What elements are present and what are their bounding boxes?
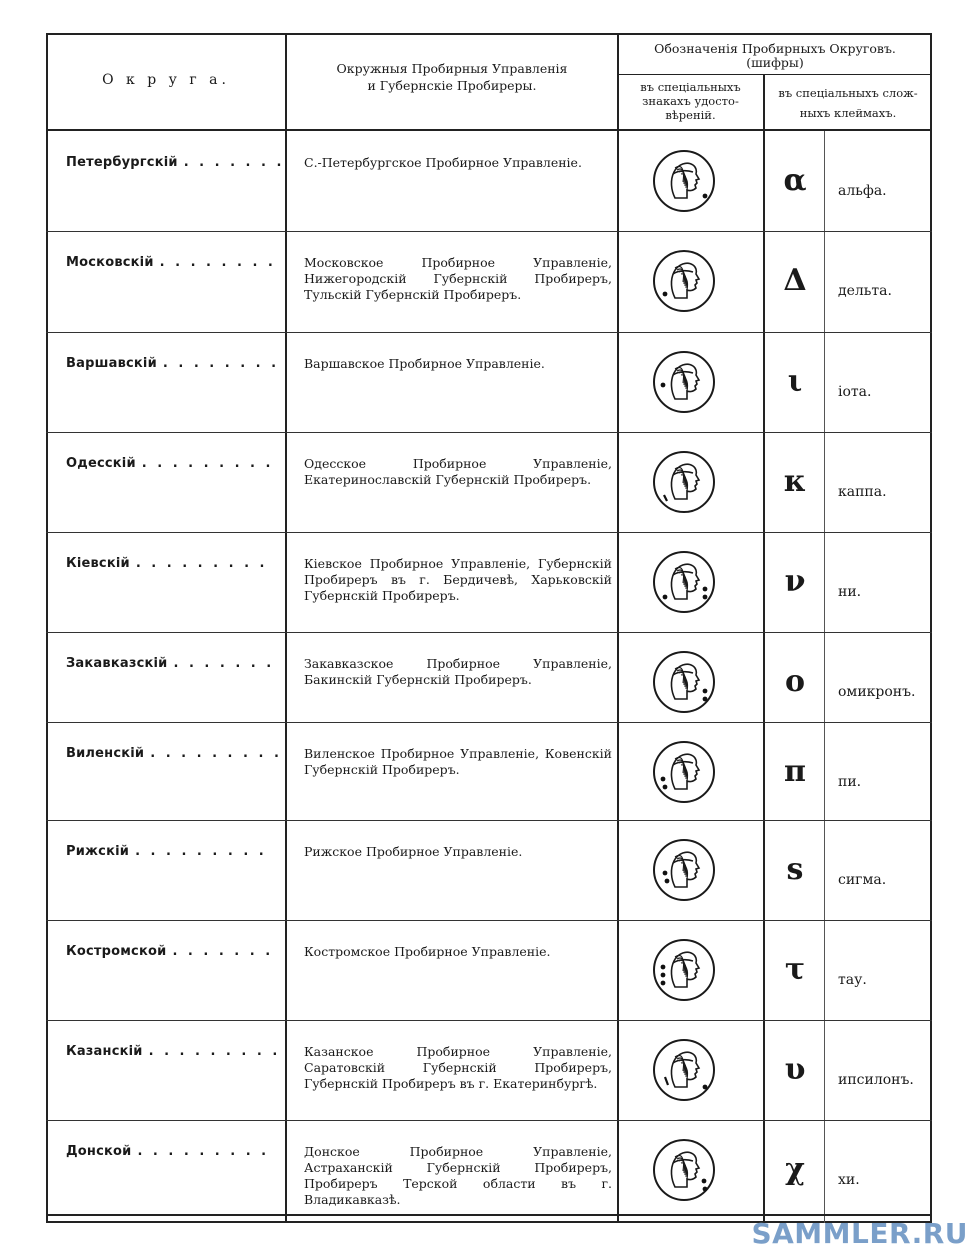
okrug-dots: . . . . . . . . . [135,556,268,571]
greek-symbol: ι [787,364,803,399]
col-divider-4 [824,130,825,1223]
row-divider [46,1020,932,1021]
header-sub-kleima-line2: ныхъ клеймахъ. [799,106,897,120]
upravlenie-text: Закавказское Пробирное Управленіе, Бакинскій Губернскій Пробиреръ. [304,656,612,687]
stamp-mark [663,595,668,600]
assay-stamp [653,839,715,901]
header-sub-kleima [765,86,931,120]
stamp-mark [661,973,666,978]
okrug-name [66,1044,280,1059]
okrug-name [66,155,284,170]
okrug-dots: . . . . . . . . . [150,746,282,761]
assay-stamp [653,1139,715,1201]
stamp-head-icon [655,252,713,310]
stamp-mark [703,587,708,592]
stamp-head-icon [655,1041,713,1099]
stamp-mark [703,1187,708,1192]
greek-name: дельта. [838,283,892,299]
stamp-mark [661,777,666,782]
okrug-label: Костромской [66,944,167,959]
okrug-name [66,746,282,761]
stamp-head-icon [655,353,713,411]
greek-name: ипсилонъ. [838,1072,914,1088]
stamp-mark [702,1179,707,1184]
greek-symbol: ν [784,564,806,599]
okrug-name [66,844,267,859]
okrug-label: Рижскій [66,844,130,859]
greek-symbol: κ [783,464,807,499]
okrug-label: Московскій [66,255,154,270]
stamp-mark [703,697,708,702]
row-divider [46,1120,932,1121]
upravlenie-text: Костромское Пробирное Управленіе. [304,944,551,959]
greek-name: сигма. [838,872,887,888]
okrug-label: Виленскій [66,746,145,761]
greek-symbol: π [784,754,806,789]
header-oboznacheniya-line2: (шифры) [746,55,804,70]
row-divider [46,432,932,433]
okrug-label: Казанскій [66,1044,143,1059]
header-okruga: О к р у г а. [102,72,230,88]
greek-name: ни. [838,584,862,600]
greek-symbol: Δ [783,263,807,298]
header-upravleniya-line1: Окружныя Пробирныя Управленія [336,61,568,76]
okrug-label: Кіевскій [66,556,130,571]
upravlenie-text: С.-Петербургское Пробирное Управленіе. [304,155,582,170]
header-subline [617,74,932,75]
greek-symbol: υ [784,1052,806,1087]
header-sub-znaki-line1: въ спеціальныхъ [640,80,741,94]
greek-symbol: ο [784,664,805,699]
okrug-dots: . . . . . . . [173,656,275,671]
table-bottom-line [46,1214,932,1216]
greek-name: хи. [838,1172,860,1188]
greek-name: омикронъ. [838,684,916,700]
stamp-head-icon [655,152,713,210]
row-divider [46,532,932,533]
header-oboznacheniya-line1: Обозначенія Пробирныхъ Округовъ. [654,41,896,56]
okrug-label: Варшавскій [66,356,157,371]
upravlenie-text: Варшавское Пробирное Управленіе. [304,356,545,371]
greek-name: каппа. [838,484,887,500]
row-divider [46,820,932,821]
greek-name: тау. [838,972,867,988]
col-divider-2 [617,33,619,1223]
stamp-mark [703,689,708,694]
stamp-mark [663,785,668,790]
upravlenie-text: Кіевское Пробирное Управленіе, Губернскій Пробиреръ въ г. Бердичевѣ, Харьковскій Губернскій Пробиреръ. [304,556,612,603]
assay-stamp [653,1039,715,1101]
col-divider-3 [763,74,765,1223]
stamp-head-icon [655,553,713,611]
assay-stamp [653,551,715,613]
okrug-dots: . . . . . . . [183,155,285,170]
okrug-name [66,1144,269,1159]
upravlenie-text: Виленское Пробирное Управленіе, Ковенскій Губернскій Пробиреръ. [304,746,612,777]
okrug-name [66,556,267,571]
stamp-head-icon [655,941,713,999]
okrug-name [66,656,274,671]
stamp-head-icon [655,453,713,511]
okrug-label: Одесскій [66,456,136,471]
stamp-mark [665,879,670,884]
greek-name: пи. [838,774,862,790]
okrug-label: Донской [66,1144,132,1159]
stamp-mark [661,383,666,388]
header-bottom-line [46,129,932,131]
header-sub-znaki-line2: знакахъ удосто- [642,94,739,108]
upravlenie-text: Московское Пробирное Управленіе, Нижегородскій Губернскій Пробиреръ, Тульскій Губернскій Пробиреръ. [304,255,612,302]
okrug-dots: . . . . . . . . . [135,844,267,859]
okrug-label: Закавказскій [66,656,168,671]
row-divider [46,920,932,921]
greek-symbol: χ [785,1152,805,1187]
stamp-mark [663,871,668,876]
okrug-name [66,356,279,371]
assay-stamp [653,351,715,413]
row-divider [46,231,932,232]
upravlenie-text: Казанское Пробирное Управленіе, Саратовскій Губернскій Пробиреръ, Губернскій Пробиреръ въ г. Екатеринбургѣ. [304,1044,612,1091]
greek-name: іота. [838,384,872,400]
assay-stamp [653,741,715,803]
okrug-name [66,255,276,270]
okrug-dots: . . . . . . . . [162,356,280,371]
stamp-mark [703,194,708,199]
okrug-dots: . . . . . . . . [159,255,276,270]
assay-stamp [653,651,715,713]
header-oboznacheniya [619,40,931,71]
stamp-head-icon [655,653,713,711]
okrug-dots: . . . . . . . . . [148,1044,281,1059]
stamp-head-icon [655,841,713,899]
header-sub-znaki [619,80,762,122]
assay-stamp [653,150,715,212]
upravlenie-text: Одесское Пробирное Управленіе, Екатеринославскій Губернскій Пробиреръ. [304,456,612,487]
stamp-mark [703,595,708,600]
row-divider [46,632,932,633]
stamp-mark [661,965,666,970]
stamp-mark [703,1085,708,1090]
header-sub-kleima-line1: въ спеціальныхъ слож- [778,86,918,100]
stamp-mark [663,292,668,297]
okrug-name [66,456,273,471]
assay-stamp [653,250,715,312]
header-upravleniya-line2: и Губернскіе Пробиреры. [367,78,537,93]
upravlenie-text: Рижское Пробирное Управленіе. [304,844,523,859]
okrug-name [66,944,273,959]
okrug-dots: . . . . . . . . . [141,456,274,471]
okrug-dots: . . . . . . . . . [137,1144,270,1159]
greek-symbol: α [783,163,807,198]
row-divider [46,332,932,333]
col-divider-1 [285,33,287,1223]
stamp-head-icon [655,1141,713,1199]
stamp-mark [665,1077,668,1085]
greek-symbol: τ [784,952,806,987]
stamp-head-icon [655,743,713,801]
okrug-label: Петербургскій [66,155,178,170]
greek-symbol: s [786,852,804,887]
okrug-dots: . . . . . . . [172,944,274,959]
assay-stamp [653,451,715,513]
greek-name: альфа. [838,183,887,199]
upravlenie-text: Донское Пробирное Управленіе, Астраханскій Губернскій Пробиреръ, Пробиреръ Терской области въ г. Владикавказѣ. [304,1144,612,1207]
assay-stamp [653,939,715,1001]
stamp-mark [661,981,666,986]
stamp-mark [664,495,667,501]
header-sub-znaki-line3: вѣреній. [665,108,716,122]
watermark: SAMMLER.RU [751,1217,968,1250]
row-divider [46,722,932,723]
header-upravleniya [288,60,616,94]
